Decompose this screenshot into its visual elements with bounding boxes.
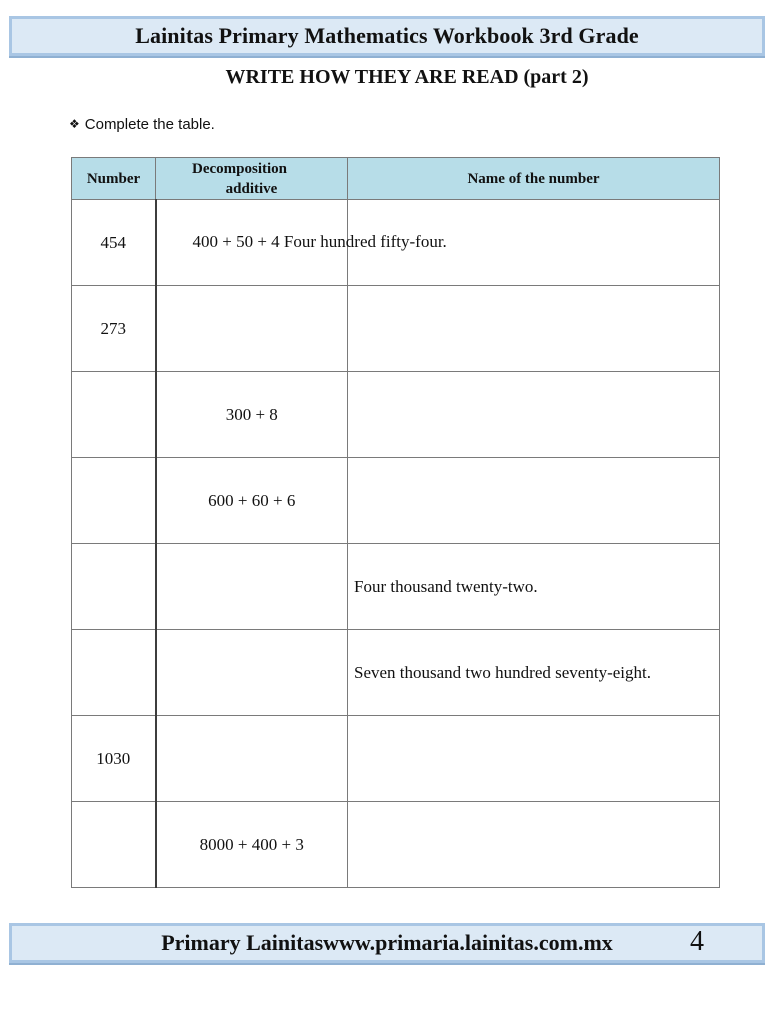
table-row [72, 200, 720, 286]
cell-name[interactable] [348, 802, 720, 888]
cell-number[interactable] [72, 802, 156, 888]
cell-number[interactable]: 454 [72, 200, 156, 286]
table-row [72, 372, 720, 458]
header-decomposition [156, 158, 348, 200]
footer-banner [9, 923, 765, 963]
table-row [72, 286, 720, 372]
instruction [69, 116, 215, 133]
table-row [72, 630, 720, 716]
cell-number[interactable]: 1030 [72, 716, 156, 802]
cell-number[interactable] [72, 372, 156, 458]
cell-decomposition-text: 400 + 50 + 4 Four hundred fifty-four. [192, 232, 447, 251]
cell-decomposition[interactable] [156, 716, 348, 802]
page-title: WRITE HOW THEY ARE READ (part 2) [225, 66, 589, 88]
cell-number[interactable] [72, 458, 156, 544]
cell-decomposition[interactable]: 8000 + 400 + 3 [156, 802, 348, 888]
page-number: 4 [690, 926, 704, 957]
footer-site: Primary Lainitaswww.primaria.lainitas.com.mx [161, 930, 613, 955]
diamond-bullet-icon: ❖ [69, 117, 80, 131]
cell-decomposition[interactable] [156, 630, 348, 716]
cell-name[interactable] [348, 716, 720, 802]
table-row [72, 458, 720, 544]
table-row [72, 716, 720, 802]
table-header-row [72, 158, 720, 200]
header-banner [9, 16, 765, 56]
workbook-title: Lainitas Primary Mathematics Workbook 3rd Grade [135, 23, 639, 48]
exercise-table [71, 157, 720, 888]
cell-number[interactable] [72, 544, 156, 630]
header-name: Name of the number [348, 158, 720, 200]
header-decomposition-line1: Decomposition [192, 160, 287, 177]
cell-number[interactable] [72, 630, 156, 716]
cell-number[interactable]: 273 [72, 286, 156, 372]
cell-name[interactable] [348, 286, 720, 372]
cell-decomposition[interactable]: 600 + 60 + 6 [156, 458, 348, 544]
cell-name[interactable]: Four thousand twenty-two. [348, 544, 720, 630]
header-decomposition-line2: additive [225, 180, 278, 197]
instruction-text: Complete the table. [84, 116, 215, 133]
cell-decomposition[interactable] [156, 286, 348, 372]
cell-decomposition[interactable] [156, 200, 447, 286]
table-row [72, 544, 720, 630]
header-number: Number [72, 158, 156, 200]
cell-name[interactable] [348, 372, 720, 458]
cell-decomposition[interactable] [156, 544, 348, 630]
cell-name[interactable]: Seven thousand two hundred seventy-eight. [348, 630, 720, 716]
cell-name[interactable] [348, 458, 720, 544]
table-row [72, 802, 720, 888]
cell-decomposition[interactable]: 300 + 8 [156, 372, 348, 458]
